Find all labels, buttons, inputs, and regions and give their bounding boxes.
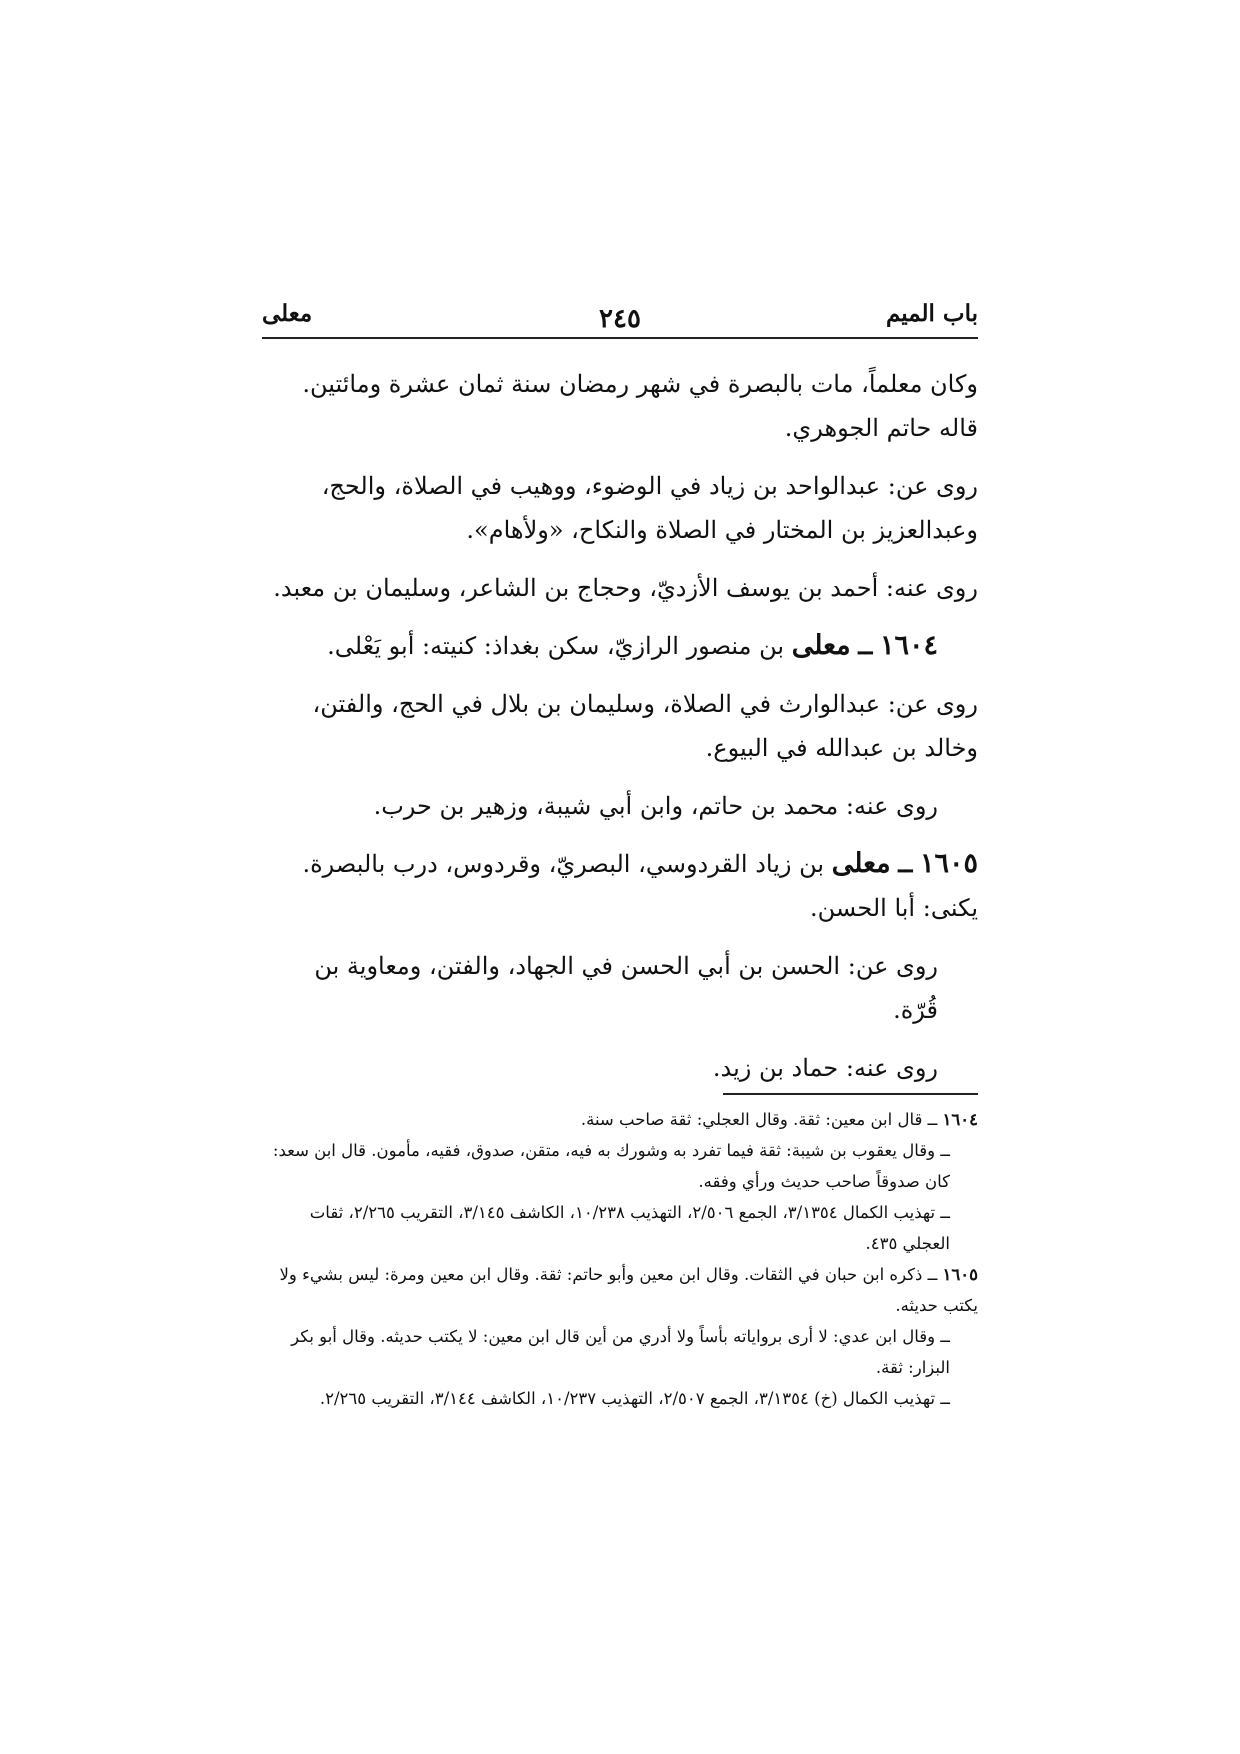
paragraph: روى عن: الحسن بن أبي الحسن في الجهاد، والفتن، ومعاوية بن قُرّة. — [314, 952, 938, 1024]
entry-name: معلى — [791, 630, 851, 661]
entry-dash: ــ — [858, 631, 873, 660]
running-title: معلى — [262, 300, 313, 327]
footnote-line: ــ تهذيب الكمال ٣/١٣٥٤، الجمع ٢/٥٠٦، التهذيب ١٠/٢٣٨، الكاشف ٣/١٤٥، التقريب ٢/٢٦٥، ثقات العجلي ٤٣٥. — [309, 1203, 950, 1253]
footnote-line: ــ وقال ابن عدي: لا أرى برواياته بأساً ولا أدري من أين قال ابن معين: لا يكتب حديثه. وقال أبو بكر البزار: ثقة. — [291, 1327, 950, 1377]
paragraph: روى عنه: محمد بن حاتم، وابن أبي شيبة، وزهير بن حرب. — [373, 792, 938, 820]
paragraph: روى عنه: أحمد بن يوسف الأزديّ، وحجاج بن الشاعر، وسليمان بن معبد. — [273, 574, 978, 602]
paragraph: روى عنه: حماد بن زيد. — [712, 1054, 938, 1082]
running-header — [262, 300, 978, 340]
paragraph: روى عن: عبدالواحد بن زياد في الوضوء، ووهيب في الصلاة، والحج، وعبدالعزيز بن المختار في الصلاة والنكاح، «ولأهام». — [321, 472, 978, 544]
entry-number: ١٦٠٥ — [919, 848, 978, 879]
footnote-1605 — [262, 1259, 978, 1321]
paragraph: وكان معلماً، مات بالبصرة في شهر رمضان سنة ثمان عشرة ومائتين. قاله حاتم الجوهري. — [302, 370, 978, 442]
entry-number: ١٦٠٤ — [879, 630, 938, 661]
footnote-text: ــ ذكره ابن حبان في الثقات. وقال ابن معين وأبو حاتم: ثقة. وقال ابن معين ومرة: ليس بشيء ولا يكتب حديثه. — [279, 1265, 978, 1315]
entry-name: معلى — [831, 848, 891, 879]
footnote-number: ١٦٠٤ — [942, 1110, 978, 1129]
footnote-line: ــ تهذيب الكمال (خ) ٣/١٣٥٤، الجمع ٢/٥٠٧، التهذيب ١٠/٢٣٧، الكاشف ٣/١٤٤، التقريب ٢/٢٦٥. — [319, 1389, 950, 1408]
footnote-number: ١٦٠٥ — [942, 1265, 978, 1284]
footnotes — [262, 1104, 978, 1414]
entry-1604 — [262, 624, 978, 668]
entry-text: بن منصور الرازيّ، سكن بغداذ: كنيته: أبو يَعْلى. — [327, 632, 785, 660]
entry-text: بن زياد القردوسي، البصريّ، وقردوس، درب بالبصرة. يكنى: أبا الحسن. — [302, 850, 978, 922]
header-rule — [262, 337, 978, 339]
footnote-text: ــ قال ابن معين: ثقة. وقال العجلي: ثقة صاحب سنة. — [580, 1110, 938, 1129]
entry-1605 — [262, 842, 978, 930]
section-title: باب الميم — [885, 300, 978, 327]
footnote-rule — [723, 1093, 978, 1095]
main-text — [262, 362, 978, 1104]
footnote-line: ــ وقال يعقوب بن شيبة: ثقة فيما تفرد به وشورك به فيه، متقن، صدوق، فقيه، مأمون. قال ابن سعد: كان صدوقاً صاحب حديث ورأي وفقه. — [272, 1141, 950, 1191]
entry-dash: ــ — [898, 849, 913, 878]
footnote-1604 — [262, 1104, 978, 1135]
paragraph: روى عن: عبدالوارث في الصلاة، وسليمان بن بلال في الحج، والفتن، وخالد بن عبدالله في البيوع. — [312, 690, 978, 762]
page-number: ٢٤٥ — [599, 304, 641, 334]
